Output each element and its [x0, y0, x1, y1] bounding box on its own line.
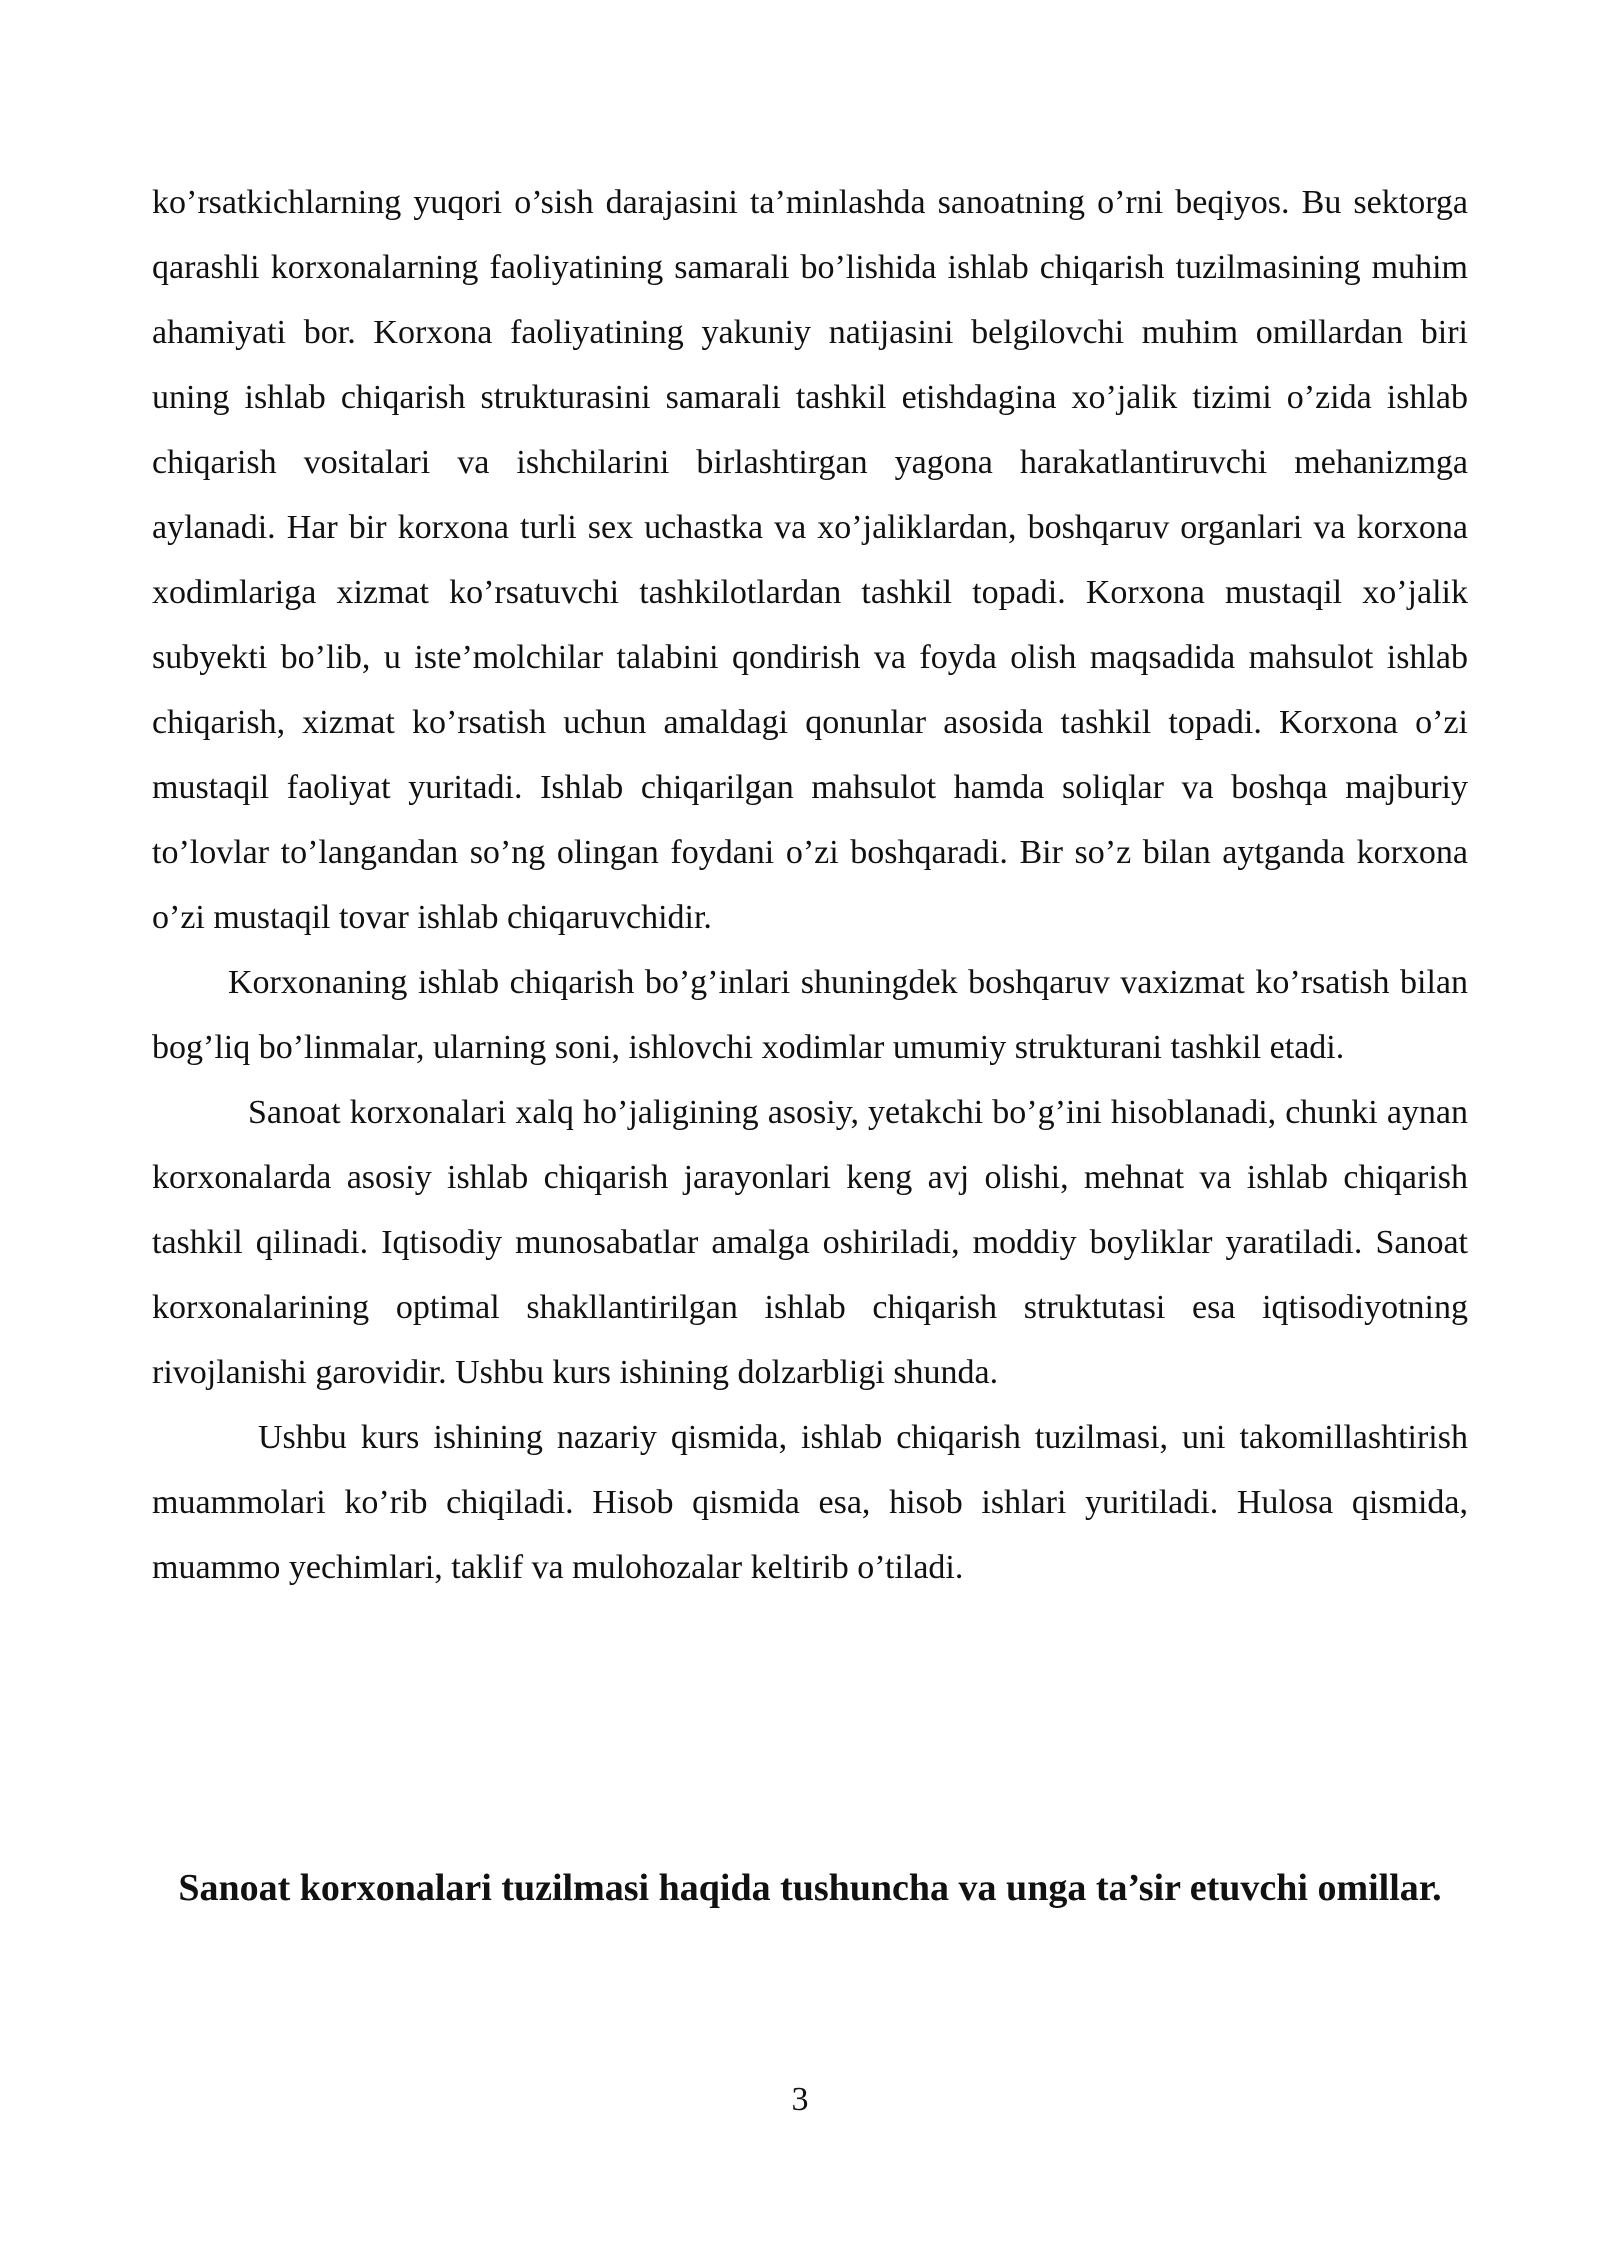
paragraph-structure: Korxonaning ishlab chiqarish bo’g’inlari shuningdek boshqaruv vaxizmat ko’rsatish bilan bog’liq bo’linmalar, ularning soni, ishlovchi xodimlar umumiy strukturani tashkil etadi.	[152, 964, 1468, 1066]
paragraph-intro: ko’rsatkichlarning yuqori o’sish darajasini ta’minlashda sanoatning o’rni beqiyos. Bu sektorga qarashli korxonalarning faoliyatining samarali bo’lishida ishlab chiqarish tuzilmasining muhim ahamiyati bor. Korxona faoliyatining yakuniy natijasini belgilovchi muhim omillardan biri uning ishlab chiqarish strukturasini samarali tashkil etishdagina xo’jalik tizimi o’zida ishlab chiqarish vositalari va ishchilarini birlashtirgan yagona harakatlantiruvchi mehanizmga aylanadi. Har bir korxona turli sex uchastka va xo’jaliklardan, boshqaruv organlari va korxona xodimlariga xizmat ko’rsatuvchi tashkilotlardan tashkil topadi. Korxona mustaqil xo’jalik subyekti bo’lib, u iste’molchilar talabini qondirish va foyda olish maqsadida mahsulot ishlab chiqarish, xizmat ko’rsatish uchun amaldagi qonunlar asosida tashkil topadi. Korxona o’zi mustaqil faoliyat yuritadi. Ishlab chiqarilgan mahsulot hamda soliqlar va boshqa majburiy to’lovlar to’langandan so’ng olingan foydani o’zi boshqaradi. Bir so’z bilan aytganda korxona o’zi mustaqil tovar ishlab chiqaruvchidir.	[152, 184, 1468, 936]
paragraph-importance: Sanoat korxonalari xalq ho’jaligining asosiy, yetakchi bo’g’ini hisoblanadi, chunki aynan korxonalarda asosiy ishlab chiqarish jarayonlari keng avj olishi, mehnat va ishlab chiqarish tashkil qilinadi. Iqtisodiy munosabatlar amalga oshiriladi, moddiy boyliklar yaratiladi. Sanoat korxonalarining optimal shakllantirilgan ishlab chiqarish struktutasi esa iqtisodiyotning rivojlanishi garovidir. Ushbu kurs ishining dolzarbligi shunda.	[152, 1094, 1468, 1391]
body-text	[152, 170, 1468, 1600]
paragraph-outline: Ushbu kurs ishining nazariy qismida, ishlab chiqarish tuzilmasi, uni takomillashtirish muammolari ko’rib chiqiladi. Hisob qismida esa, hisob ishlari yuritiladi. Hulosa qismida, muammo yechimlari, taklif va mulohozalar keltirib o’tiladi.	[152, 1419, 1468, 1586]
page-number: 3	[791, 2081, 809, 2118]
section-heading: Sanoat korxonalari tuzilmasi haqida tushuncha va unga ta’sir etuvchi omillar.	[178, 1867, 1442, 1909]
